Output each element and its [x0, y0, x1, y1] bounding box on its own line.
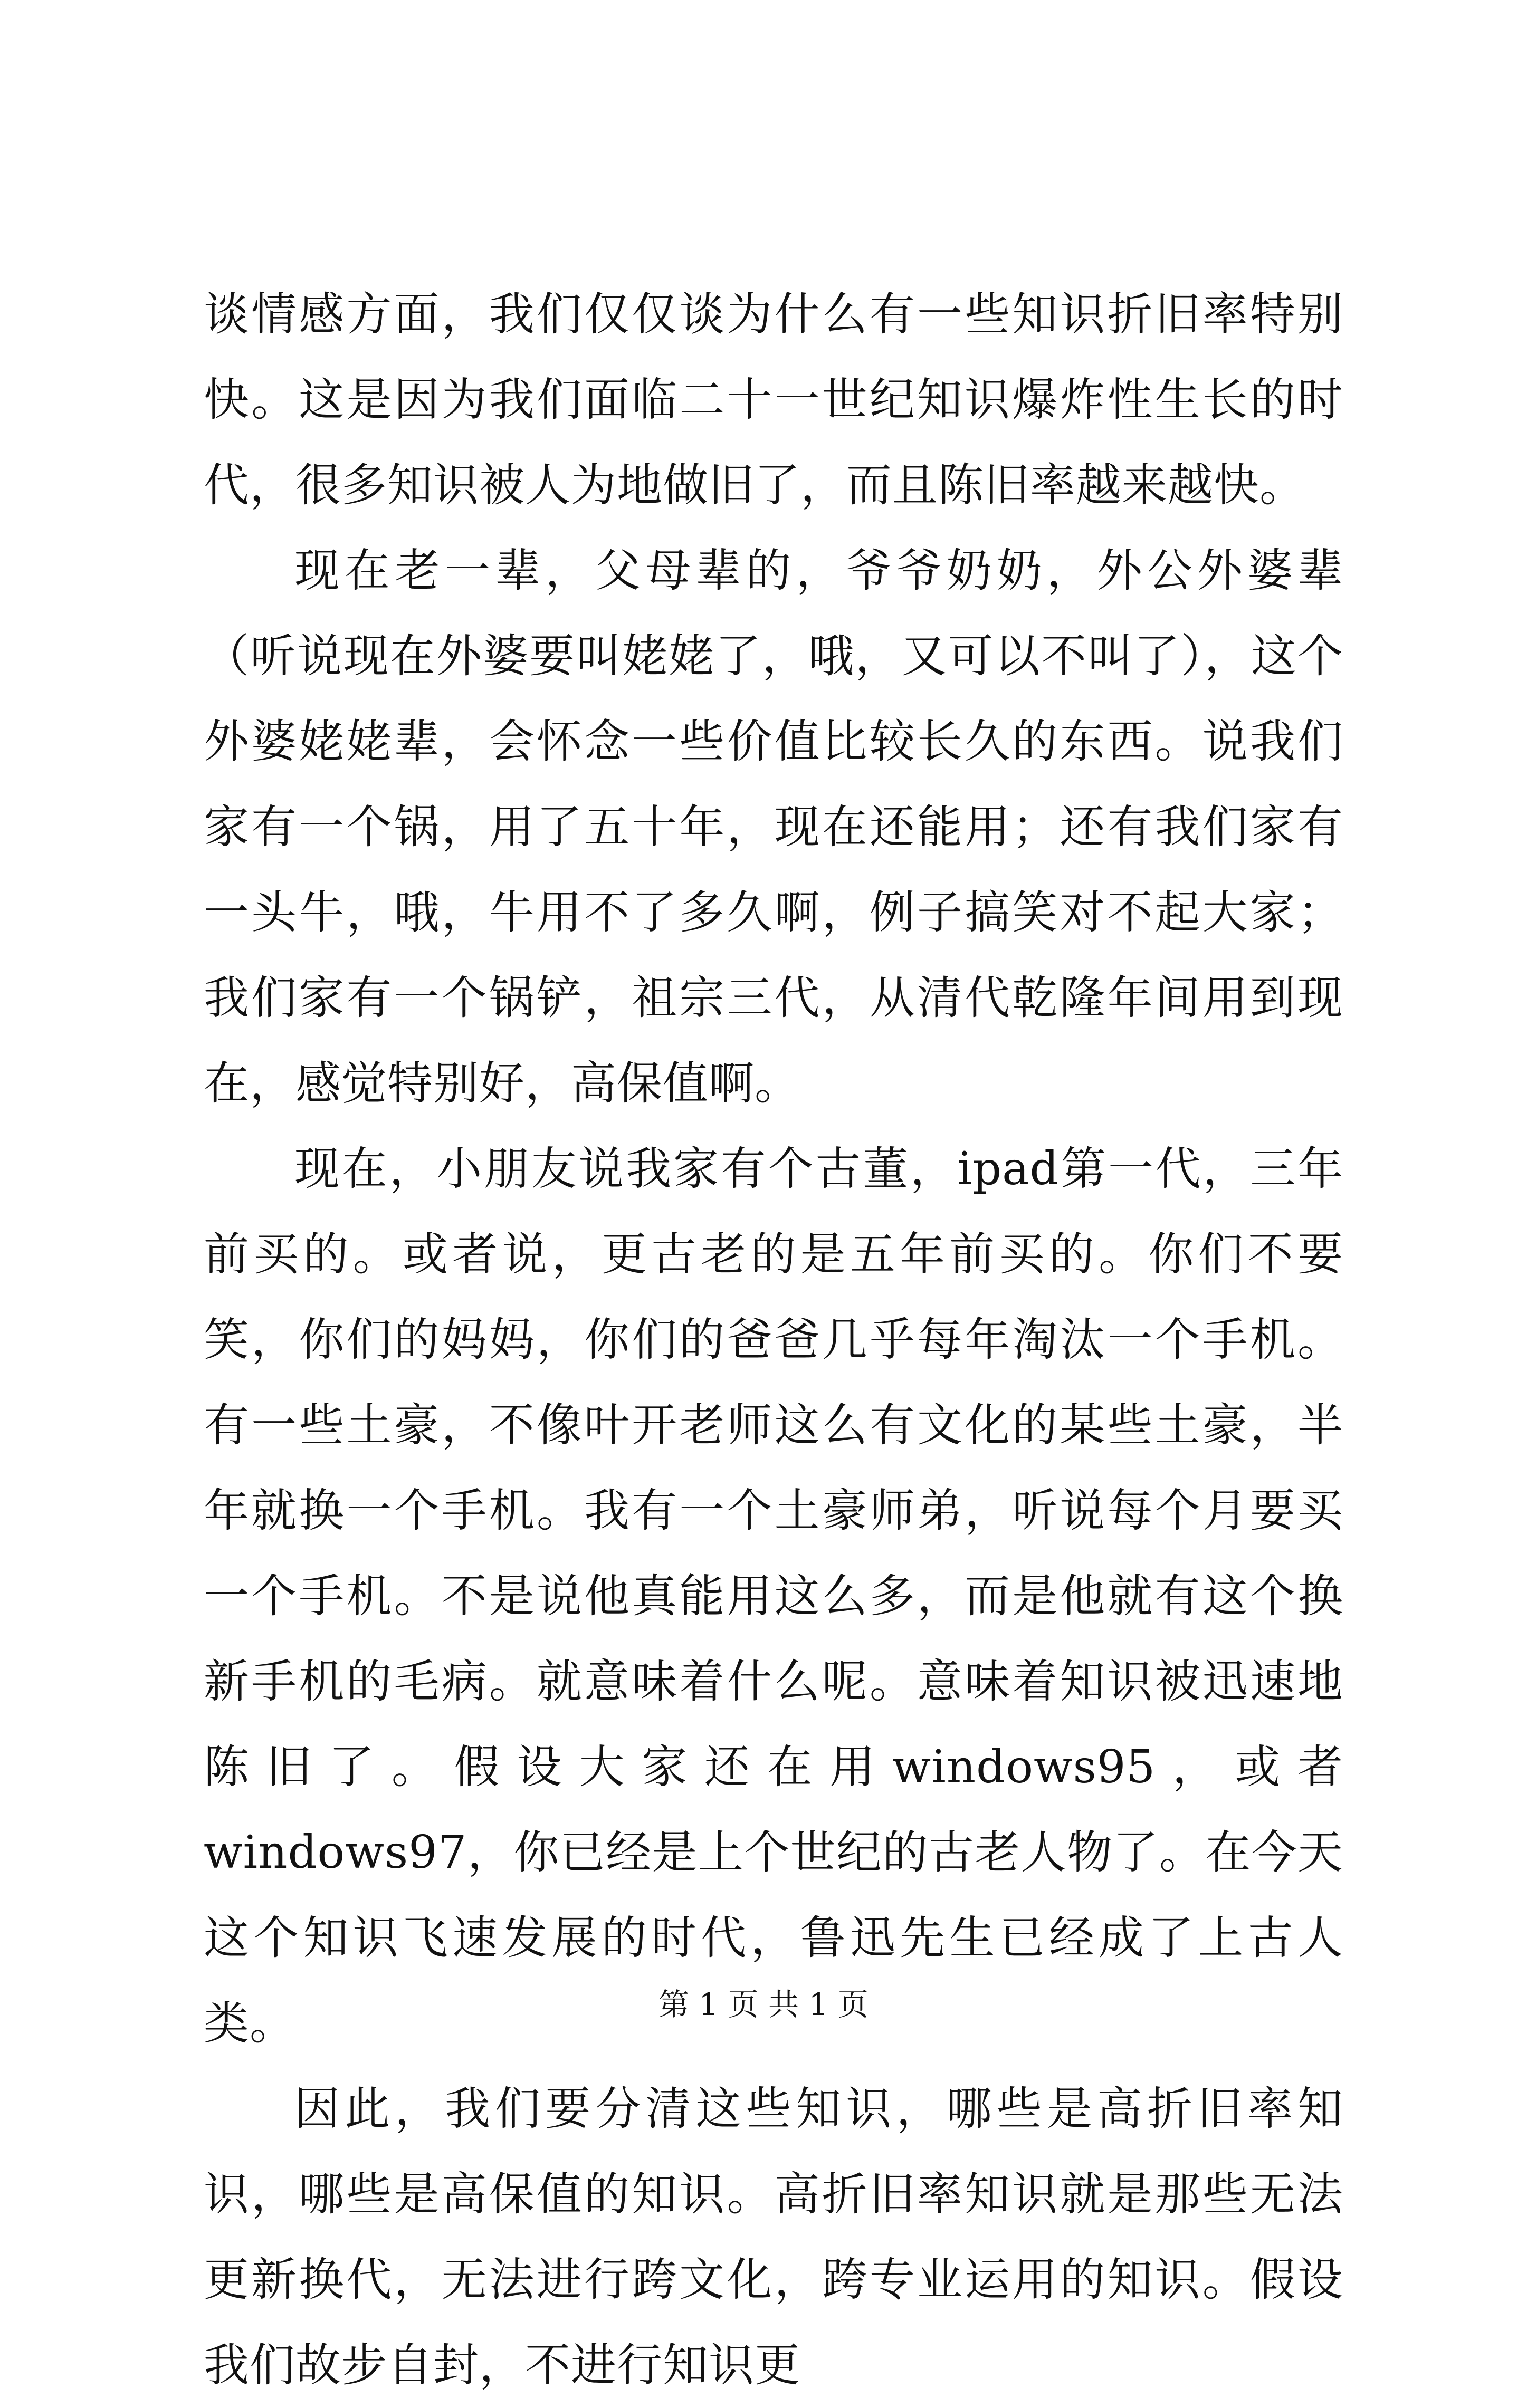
paragraph-3: 现在，小朋友说我家有个古董，ipad第一代，三年前买的。或者说，更古老的是五年前买的。你们不要笑，你们的妈妈，你们的爸爸几乎每年淘汰一个手机。有一些土豪，不像叶开老师这么有文化的某些土豪，半年就换一个手机。我有一个土豪师弟，听说每个月要买一个手机。不是说他真能用这么多，而是他就有这个换新手机的毛病。就意味着什么呢。意味着知识被迅速地陈旧了。假设大家还在用windows95，或者windows97，你已经是上个世纪的古老人物了。在今天这个知识飞速发展的时代，鲁迅先生已经成了上古人类。	[204, 1143, 1343, 2050]
paragraph-4: 因此，我们要分清这些知识，哪些是高折旧率知识，哪些是高保值的知识。高折旧率知识就是那些无法更新换代，无法进行跨文化，跨专业运用的知识。假设我们故步自封，不进行知识更	[204, 2083, 1343, 2392]
paragraph-1: 谈情感方面，我们仅仅谈为什么有一些知识折旧率特别快。这是因为我们面临二十一世纪知识爆炸性生长的时代，很多知识被人为地做旧了，而且陈旧率越来越快。	[204, 288, 1343, 512]
page-footer: 第 1 页 共 1 页	[658, 1987, 869, 2022]
paragraph-2: 现在老一辈，父母辈的，爷爷奶奶，外公外婆辈（听说现在外婆要叫姥姥了，哦，又可以不叫了），这个外婆姥姥辈，会怀念一些价值比较长久的东西。说我们家有一个锅，用了五十年，现在还能用；还有我们家有一头牛，哦，牛用不了多久啊，例子搞笑对不起大家；我们家有一个锅铲，祖宗三代，从清代乾隆年间用到现在，感觉特别好，高保值啊。	[204, 544, 1343, 1110]
document-body	[204, 272, 1343, 2408]
